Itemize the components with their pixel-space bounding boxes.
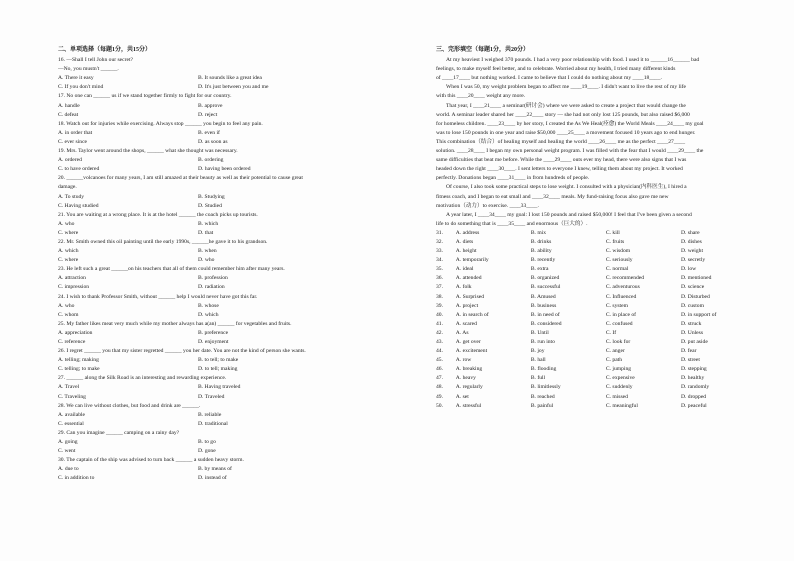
option-d[interactable]: D. as soon as [198,138,228,145]
option-d[interactable]: D. who [198,257,215,264]
option-d[interactable]: D. radiation [198,284,225,291]
option-d[interactable]: D. healthy [680,375,705,382]
option-row [58,383,388,392]
option-row [58,102,388,111]
question-number: 41. [436,320,443,327]
option-row [58,256,388,265]
question-stem-continued: damage. [58,184,77,191]
question-number: 31. [436,229,443,236]
option-d[interactable]: D. street [680,357,700,364]
option-row [58,438,388,447]
option-b[interactable]: B. by means of [198,466,232,473]
option-d[interactable]: D. weight [680,248,703,255]
option-c[interactable]: C. wisdom [605,248,631,255]
option-a[interactable]: A. attraction [58,275,86,282]
option-d[interactable]: D. having been ordered [198,166,251,173]
option-c[interactable]: C. Influenced [605,293,637,300]
question-stem: 25. My father likes meat very much while my mother always has a(an) ______ for vegetables and fruits. [58,320,292,327]
question-stem: 22. Mr. Smith owned this oil painting until the early 1990s, ______he gave it to his grandson. [58,238,268,245]
cloze-option-row [436,311,756,320]
cloze-option-row [436,365,756,374]
passage-line: headed down the right ____30____. I sent letters to everyone I knew, telling them about my project. It worked [436,166,683,173]
cloze-option-row [436,229,756,238]
option-b[interactable]: B. to tell; to make [198,357,239,364]
option-b[interactable]: B. profession [198,275,228,282]
option-a[interactable]: A. There it easy [58,75,94,82]
option-a[interactable]: A. get over [455,339,481,345]
option-a[interactable]: A. ideal [455,266,474,273]
cloze-option-row [436,374,756,383]
option-b[interactable]: B. approve [198,102,223,109]
passage-line: perfectly. Donations began ____31____ in from hundreds of people. [436,175,590,182]
option-c[interactable]: C. ever since [58,138,88,145]
cloze-option-row [436,402,756,411]
option-d[interactable]: D. Traveled [198,393,225,400]
option-a[interactable]: A. ordered [58,157,82,164]
option-c[interactable]: C. look for [605,339,631,345]
option-d[interactable]: D. Studied [198,202,222,209]
option-b[interactable]: B. mix [530,229,547,236]
question-stem: 21. You are waiting at a wrong place. It is at the hotel ______ the coach picks up tourists. [58,211,258,218]
cloze-option-row [436,383,756,392]
question-number: 39. [436,302,443,309]
option-d[interactable]: D. peaceful [680,402,707,409]
option-d[interactable]: D. to tell; making [198,366,238,373]
option-row [58,74,388,83]
option-row [58,83,388,92]
passage-line: same difficulties that beat me before. While the ____29____ outs ever my head, there were also signs that I was [436,157,687,164]
option-d[interactable]: D. custom [680,302,704,309]
option-d[interactable]: D. which [198,311,219,318]
option-b[interactable]: B. Until [530,329,549,336]
question-stem: 29. Can you imagine ______ camping on a rainy day? [58,429,180,436]
option-row [58,356,388,365]
option-c[interactable]: C. adventurous [605,284,640,291]
option-a[interactable]: A. project [455,302,479,309]
question-stem: 17. No one can ______ us if we stand together firmly to fight for our country. [58,93,232,100]
question-number: 47. [436,375,443,382]
option-b[interactable]: B. Studying [198,193,225,200]
option-d[interactable]: D. secretly [680,257,706,264]
option-a[interactable]: A. available [58,411,86,418]
passage-line: That year, I ____21____ a seminar(研讨会) where we were asked to create a project that would change the [446,102,686,109]
option-a[interactable]: A. address [455,229,480,236]
passage-line: A year later, I ____34____ my goal: I lost 150 pounds and raised $50,000! I feel that I've been given a second [446,211,692,218]
option-c[interactable]: C. in place of [605,311,637,318]
cloze-option-row [436,320,756,329]
passage-line: Of course, I also took some practical steps to lose weight. I consulted with a physician(内科医生), I hired a [446,184,687,191]
option-b[interactable]: B. whose [198,302,219,309]
option-b[interactable]: B. in need of [530,311,560,318]
option-d[interactable]: D. dishes [680,238,702,245]
option-row [58,202,388,211]
passage-line: When I was 50, my weight problem began to affect me ____19____. I didn't want to live the rest of my life [446,84,686,91]
passage-line: with this ____20____ weight any more. [436,93,526,100]
option-c[interactable]: C. Traveling [58,393,86,400]
cloze-option-row [436,329,756,338]
option-b[interactable]: B. It sounds like a great idea [198,75,262,82]
option-c[interactable]: C. missed [605,393,628,400]
option-a[interactable]: A. height [455,248,477,255]
passage-line: At my heaviest I weighed 370 pounds. I had a very poor relationship with food. I used it to ______16______ bad [446,57,700,64]
option-row [58,393,388,402]
cloze-passage [436,56,756,229]
option-a[interactable]: A. As [455,329,469,336]
option-a[interactable]: A. stressful [455,402,482,409]
option-c[interactable]: C. If [605,329,617,336]
option-d[interactable]: D. dropped [680,393,707,400]
cloze-title: 三、完形填空（每题1分，共20分） [436,47,530,53]
single-choice-title: 二、单项选择（每题1分，共15分） [58,47,152,53]
question-number: 33. [436,248,443,255]
option-b[interactable]: B. Amused [530,293,556,300]
option-row [58,329,388,338]
option-a[interactable]: A. in search of [455,311,489,318]
option-row [58,274,388,283]
option-row [58,447,388,456]
question-stem: 19. Mrs. Taylor went around the shops, ______ what she thought was necessary. [58,148,238,155]
option-d[interactable]: D. gone [198,448,216,455]
option-a[interactable]: A. temporarily [455,257,489,264]
option-c[interactable]: C. recommended [605,275,645,282]
option-c[interactable]: C. defeat [58,111,79,118]
question-number: 35. [436,266,443,273]
option-c[interactable]: C. system [605,302,628,309]
question-stem: 30. The captain of the ship was advised to turn back ______ a sudden heavy storm. [58,457,244,464]
option-d[interactable]: D. science [680,284,705,291]
option-c[interactable]: C. whom [58,311,79,318]
option-b[interactable]: B. limitlessly [530,384,561,391]
option-d[interactable]: D. put aside [680,339,708,345]
option-row [58,465,388,474]
option-row [58,165,388,174]
option-a[interactable]: A. which [58,248,79,255]
option-a[interactable]: A. To study [58,193,85,200]
question-stem: 16. —Shall I tell John our secret? [58,57,134,64]
passage-line: of ____17____ but nothing worked. I came to believe that I could do nothing about my ____18____. [436,75,662,82]
option-c[interactable]: C. path [605,357,623,364]
option-b[interactable]: B. which [198,220,219,227]
option-a[interactable]: A. excitement [455,348,488,355]
option-row [58,338,388,347]
option-b[interactable]: B. considered [530,320,562,327]
question-stem: 27. ______ along the Silk Road is an interesting and rewarding experience. [58,375,227,382]
option-a[interactable]: A. Travel [58,384,80,391]
option-row [58,220,388,229]
option-c[interactable]: C. meaningful [605,402,638,409]
option-a[interactable]: A. appreciation [58,329,93,336]
passage-line: motivation（动力）to exercise. ____33____. [436,202,539,209]
cloze-option-row [436,256,756,265]
passage-line: for homeless children. ____23____ by her story, I created the As We Heal(痊愈) the World Meals ____24____ my goal [436,120,704,127]
option-c[interactable]: C. telling; to make [58,366,100,373]
option-d[interactable]: D. struck [680,320,702,327]
option-a[interactable]: A. telling; making [58,357,99,364]
question-number: 37. [436,284,443,291]
option-b[interactable]: B. painful [530,402,554,409]
question-stem-continued: —No, you mustn't ______. [58,66,119,73]
option-d[interactable]: D. in support of [680,311,717,318]
option-d[interactable]: D. stepping [680,366,707,373]
option-c[interactable]: C. suddenly [605,384,633,391]
option-b[interactable]: B. Having traveled [198,384,241,391]
option-b[interactable]: B. successful [530,284,561,291]
option-a[interactable]: A. due to [58,466,79,473]
passage-line: This combination（结合）of healing myself and healing the world ____26____ me as the perfect ____27____ [436,138,686,145]
option-d[interactable]: D. randomly [680,384,710,391]
option-b[interactable]: B. extra [530,266,549,273]
option-d[interactable]: D. that [198,229,214,236]
cloze-option-row [436,393,756,402]
option-row [58,302,388,311]
option-b[interactable]: B. run into [530,339,555,345]
option-row [58,411,388,420]
option-a[interactable]: A. in order that [58,129,93,136]
cloze-option-row [436,283,756,292]
cloze-option-row [436,347,756,356]
question-number: 32. [436,238,443,245]
passage-line: life to do something that is ____35____ and enormous（巨大的）. [436,220,588,227]
question-number: 46. [436,366,443,373]
option-b[interactable]: B. to go [198,439,216,446]
option-c[interactable]: C. kill [605,229,620,236]
question-stem: 28. We can live without clothes, but food and drink are ______. [58,402,201,409]
option-row [58,156,388,165]
option-c[interactable]: C. anger [605,348,625,355]
option-b[interactable]: B. recently [530,257,556,264]
option-c[interactable]: C. to have ordered [58,166,100,173]
option-a[interactable]: A. scared [455,320,477,327]
option-row [58,474,388,483]
question-stem: 23. He left such a great ______on his teachers that all of them could remember him after many years. [58,266,285,273]
option-row [58,129,388,138]
option-a[interactable]: A. diets [455,238,474,245]
option-b[interactable]: B. when [198,248,217,255]
question-stem: 20. ______volcanoes for many years, I am still amazed at their beauty as well as their potential to cause great [58,175,303,182]
cloze-option-row [436,274,756,283]
option-c[interactable]: C. where [58,229,79,236]
option-d[interactable]: D. Disturbed [680,293,710,300]
option-c[interactable]: C. If you don't mind [58,84,104,91]
question-number: 50. [436,402,443,409]
question-number: 49. [436,393,443,400]
question-number: 42. [436,329,443,336]
cloze-option-row [436,302,756,311]
passage-line: feelings, to make myself feel better, and to celebrate. Worried about my health, I tried many different kinds [436,66,676,73]
cloze-option-row [436,293,756,302]
cloze-option-row [436,238,756,247]
option-a[interactable]: A. who [58,220,75,227]
option-b[interactable]: B. preference [198,329,229,336]
option-c[interactable]: C. jumping [605,366,632,373]
option-c[interactable]: C. went [58,448,76,455]
question-number: 43. [436,339,443,345]
option-d[interactable]: D. enjoyment [198,339,229,345]
option-d[interactable]: D. share [680,229,700,236]
option-a[interactable]: A. breaking [455,366,483,373]
passage-line: solution. ____28____ I began my own personal weight program. I was filled with the fear that I would ____29____ the [436,148,704,155]
option-b[interactable]: B. reliable [198,411,222,418]
option-a[interactable]: A. Surprised [455,293,485,300]
option-row [58,420,388,429]
option-c[interactable]: C. where [58,257,79,264]
passage-line: fitness coach, and I began to eat small and ____32____ meals. My fund-raising focus also gave me new [436,193,669,200]
option-row [58,365,388,374]
option-c[interactable]: C. fruits [605,238,625,245]
option-b[interactable]: B. ordering [198,157,224,164]
option-a[interactable]: A. attended [455,275,482,282]
option-a[interactable]: A. folk [455,284,472,291]
question-stem: 26. I regret ______ you that my sister regretted ______ you her date. You are not the kind of person she wants. [58,348,306,355]
option-a[interactable]: A. set [455,393,469,400]
option-c[interactable]: C. confused [605,320,633,327]
cloze-option-row [436,338,756,347]
option-c[interactable]: C. seriously [605,257,633,264]
option-row [58,193,388,202]
option-b[interactable]: B. ability [530,248,552,255]
question-stem: 24. I wish to thank Professor Smith, without ______ help I would never have got this far. [58,293,258,300]
option-b[interactable]: B. organized [530,275,560,282]
option-d[interactable]: D. fear [680,348,697,355]
passage-line: world. A seminar leader shared her ____22____ story — she had not only lost 125 pounds, but also raised $6,000 [436,111,690,118]
passage-line: was to lose 150 pounds in one year and raise $50,000 ____25____ a movement focused 10 years ago to end hunger. [436,129,696,136]
option-c[interactable]: C. impression [58,284,90,291]
option-a[interactable]: A. going [58,439,78,446]
option-b[interactable]: B. joy [530,348,545,355]
option-d[interactable]: D. traditional [198,420,228,427]
question-number: 44. [436,348,443,355]
question-number: 34. [436,257,443,264]
option-c[interactable]: C. expensive [605,375,635,382]
option-d[interactable]: D. It's just between you and me [198,84,269,91]
question-number: 36. [436,275,443,282]
right-column [436,46,756,411]
question-number: 48. [436,384,443,391]
option-d[interactable]: D. instead of [198,475,227,482]
option-b[interactable]: B. hall [530,357,546,364]
option-c[interactable]: C. in addition to [58,475,95,482]
option-b[interactable]: B. even if [198,129,220,136]
option-row [58,229,388,238]
question-number: 38. [436,293,443,300]
option-a[interactable]: A. who [58,302,75,309]
option-b[interactable]: B. reached [530,393,555,400]
option-b[interactable]: B. flooding [530,366,557,373]
option-d[interactable]: D. low [680,266,697,273]
option-a[interactable]: A. row [455,357,472,364]
option-d[interactable]: D. mentioned [680,275,712,282]
question-stem: 18. Watch out for injuries while exercising. Always stop ______ you begin to feel any pain. [58,120,263,127]
option-c[interactable]: C. Having studied [58,202,99,209]
option-row [58,138,388,147]
option-b[interactable]: B. business [530,302,557,309]
option-c[interactable]: C. reference [58,339,86,345]
option-a[interactable]: A. regularly [455,384,483,391]
option-b[interactable]: B. drinks [530,238,552,245]
left-column [58,46,388,484]
cloze-option-row [436,265,756,274]
cloze-option-row [436,247,756,256]
option-row [58,311,388,320]
option-row [58,283,388,292]
option-c[interactable]: C. normal [605,266,629,273]
question-number: 45. [436,357,443,364]
option-c[interactable]: C. essential [58,420,84,427]
option-a[interactable]: A. handle [58,102,80,109]
cloze-option-row [436,356,756,365]
cloze-options [436,229,756,411]
question-number: 40. [436,311,443,318]
option-d[interactable]: D. Unless [680,329,704,336]
option-row [58,247,388,256]
option-a[interactable]: A. heavy [455,375,476,382]
option-row [58,111,388,120]
option-b[interactable]: B. full [530,375,546,382]
option-d[interactable]: D. reject [198,111,218,118]
